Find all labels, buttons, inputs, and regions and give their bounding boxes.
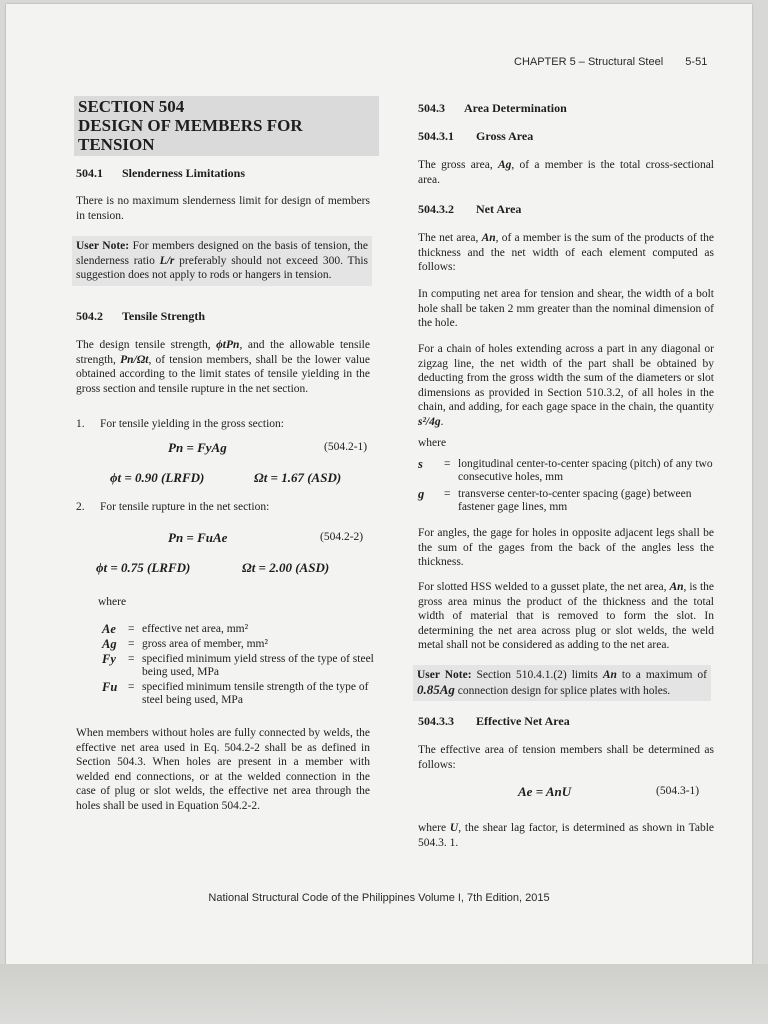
equation-504-2-1: Pn = FyAg [168,440,227,455]
omega-asd-2: Ωt = 2.00 (ASD) [242,560,330,575]
chapter-label: CHAPTER 5 – Structural Steel [514,56,664,68]
list-item-1 [76,417,370,431]
equation-504-3-1: Ae = AnU [518,784,572,799]
page-number: 5-51 [685,56,708,68]
symbol-l-over-r: L/r [159,254,175,267]
heading-text: Tensile Strength [122,309,206,323]
note-label: User Note: [417,669,472,681]
omega-asd-1: Ωt = 1.67 (ASD) [254,470,342,485]
text: , of a member is the total cross-sectional area. [418,159,714,186]
heading-text: Gross Area [476,129,534,143]
text: , and the allowable tensile strength, [76,339,370,366]
text: For a chain of holes extending across a part in any diagonal or zigzag line, the net width of the part shall be obtained by deducting from the gross width the sum of the diameters or slot dimensions as provided in Section 510.3.2, of all holes in the chain, and adding, for each gage space in the chain, the quantity [418,343,714,413]
phi-lrfd-2: ϕt = 0.75 (LRFD) [96,560,191,575]
heading-504-3-2 [418,202,521,217]
def-symbol: Ag [102,637,117,651]
paragraph-net-area [418,231,714,275]
heading-number: 504.3.1 [418,129,454,143]
definition-list-left [102,623,374,707]
equation-number: (504.2-2) [320,531,364,543]
where-label: where [98,596,127,608]
note-label: User Note: [76,240,130,252]
where-label: where [418,437,447,449]
note-text: For members designed on the basis of tension, the slenderness ratio [76,240,369,267]
symbol-an: An [481,232,496,244]
definition-ag: Ag = gross area of member, mm² [102,638,374,651]
text: , the shear lag factor, is determined as shown in Table 504.3. 1. [418,822,715,849]
list-number: 1. [76,418,85,430]
heading-504-1 [76,166,245,181]
heading-504-3 [418,101,567,116]
paragraph-effective-area: The effective area of tension members shall be determined as follows: [418,744,714,771]
scan-background [0,964,768,1024]
paragraph-tensile-strength [76,338,370,396]
note-text-cont: preferably should not exceed 300. This suggestion does not apply to rods or hangers in tension. [76,254,368,281]
section-title-block [74,96,379,156]
def-text: longitudinal center-to-center spacing (pitch) of any two consecutive holes, mm [458,458,713,483]
def-text: specified minimum tensile strength of the type of steel being used, MPa [142,681,369,706]
list-number: 2. [76,501,85,513]
text: , of a member is the sum of the products of the thickness and the net width of each element computed as follows: [418,232,714,273]
text: The design tensile strength, [76,339,211,351]
def-text: effective net area, mm² [142,623,249,635]
definition-fy: Fy = specified minimum yield stress of the type of steel being used, MPa [102,652,374,678]
def-symbol: Fu [102,680,118,694]
text: , is the gross area minus the product of the thickness and the total width of material that is removed to form the slot. In determining the net area across plug or slot welds, the weld metal shall not be considered as adding to the net area. [418,581,714,651]
heading-text: Effective Net Area [476,714,570,728]
definition-list-right [418,458,714,514]
heading-number: 504.3 [418,101,445,115]
heading-number: 504.3.3 [418,714,454,728]
text: , of tension members, shall be the lower value obtained according to the limit states of tensile yielding in the gross section and tensile rupture in the net section. [76,353,370,395]
section-title-line1: SECTION 504 [78,97,185,116]
note-text: Section 510.4.1.(2) limits [476,669,598,681]
def-text: specified minimum yield stress of the type of steel being used, MPa [142,653,374,678]
definition-s: s = longitudinal center-to-center spacing (pitch) of any two consecutive holes, mm [418,457,713,483]
document-page [6,4,752,964]
paragraph-gross-area [418,158,714,187]
heading-text: Slenderness Limitations [122,166,246,180]
note-text: to a maximum of [621,669,708,681]
symbol-ag: Ag [497,159,512,171]
def-symbol: s [418,457,423,471]
text: For slotted HSS welded to a gusset plate, the net area, [418,581,667,593]
def-text: transverse center-to-center spacing (gage) between fastener gage lines, mm [458,488,692,513]
paragraph-slotted-hss [418,580,714,653]
definition-fu: Fu = specified minimum tensile strength of the type of steel being used, MPa [102,681,374,707]
heading-504-3-3 [418,714,570,729]
paragraph-angles: For angles, the gage for holes in opposite adjacent legs shall be the sum of the gages from the back of the angles less the thickness. [418,527,714,568]
def-symbol: Fy [102,652,116,666]
heading-number: 504.1 [76,166,103,180]
note-text: connection design for splice plates with holes. [457,684,671,697]
def-symbol: Ae [102,622,116,636]
user-note-slenderness [72,236,372,286]
heading-text: Area Determination [464,101,567,115]
symbol-an: An [669,581,684,593]
running-header [514,56,707,68]
section-title-line3: TENSION [78,135,155,154]
def-symbol: g [418,487,425,501]
heading-text: Net Area [476,202,522,216]
phi-lrfd-1: ϕt = 0.90 (LRFD) [110,470,205,485]
symbol-pn-omega: Pn/Ωt [120,353,149,366]
symbol-s2-4g: s²/4g [418,415,441,428]
equation-number: (504.2-1) [324,441,368,453]
definition-g: g = transverse center-to-center spacing (gage) between fastener gage lines, mm [418,488,714,514]
list-item-2 [76,500,370,514]
def-text: gross area of member, mm² [142,638,268,650]
heading-number: 504.2 [76,309,103,323]
symbol-an: An [602,669,617,681]
text: The net area, [418,232,479,244]
symbol-phi-pn: ϕtPn [216,339,240,351]
text: The gross area, [418,159,493,171]
list-text: For tensile yielding in the gross section: [100,418,284,430]
section-title-line2: DESIGN OF MEMBERS FOR [78,116,303,135]
paragraph-bolt-hole: In computing net area for tension and shear, the width of a bolt hole shall be taken 2 mm greater than the nominal dimension of the hole. [418,288,714,329]
paragraph-chain-of-holes [418,342,714,429]
text: where [418,822,447,834]
user-note-net-area [413,665,711,701]
heading-504-2 [76,309,205,324]
symbol-085ag: 0.85Ag [417,681,455,697]
heading-number: 504.3.2 [418,202,454,216]
symbol-u: U [449,822,459,834]
list-text: For tensile rupture in the net section: [100,501,270,513]
paragraph-slenderness: There is no maximum slenderness limit for design of members in tension. [76,195,370,222]
paragraph-welded-connections: When members without holes are fully connected by welds, the effective net area used in Eq. 504.2-2 shall be as defined in Section 504.3. When holes are present in a member with welded end connections, or at the welded connection in the case of plug or slot welds, the effective net area through the holes shall be used in Equation 504.2-2. [76,727,370,812]
equation-number: (504.3-1) [656,785,700,797]
heading-504-3-1 [418,129,533,144]
equation-504-2-2: Pn = FuAe [168,530,228,545]
definition-ae: Ae = effective net area, mm² [102,623,374,636]
text: . [440,415,444,428]
paragraph-shear-lag [418,821,714,850]
page-footer: National Structural Code of the Philippines Volume I, 7th Edition, 2015 [208,892,550,904]
